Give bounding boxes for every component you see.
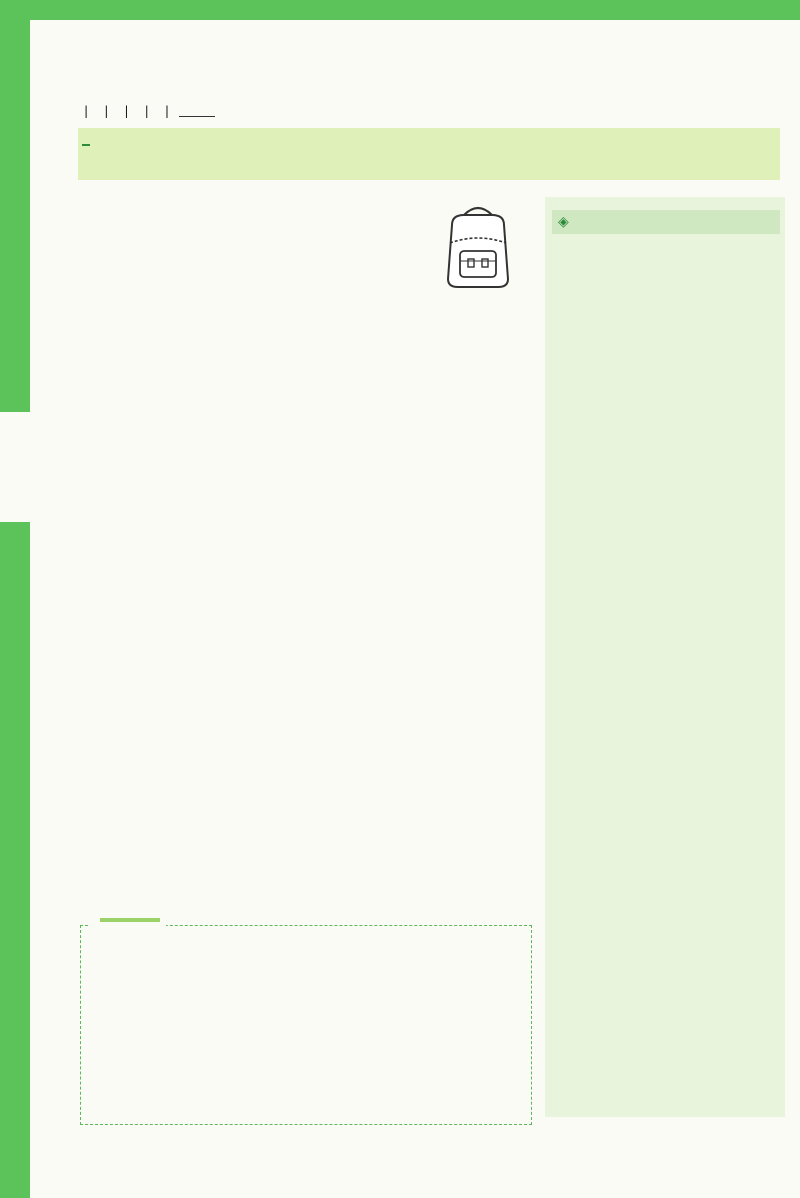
practice-heading — [90, 912, 166, 934]
practice-box — [80, 925, 532, 1125]
accuracy-blank[interactable] — [179, 104, 215, 117]
schoolbag-illustration — [438, 203, 518, 291]
book-icon: ◈ — [558, 214, 569, 230]
notes-panel — [545, 197, 785, 1117]
intro-box — [78, 128, 780, 180]
meta-bar: | | | | | — [78, 103, 778, 118]
intro-tag — [82, 144, 90, 146]
notes-heading — [552, 210, 780, 234]
side-tab — [0, 412, 36, 522]
